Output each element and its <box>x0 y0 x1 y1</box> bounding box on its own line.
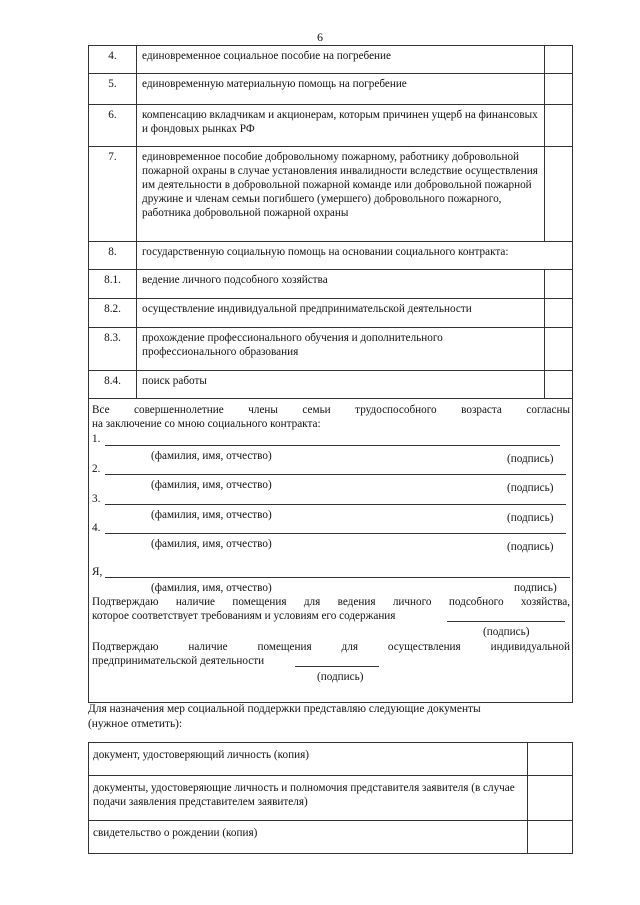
documents-intro-line2: (нужное отметить): <box>88 718 183 730</box>
member-name-field[interactable] <box>105 445 560 446</box>
item-text: единовременное социальное пособие на погребение <box>137 46 545 74</box>
table-row <box>89 270 573 299</box>
document-text: документ, удостоверяющий личность (копия) <box>89 743 528 776</box>
item-text: государственную социальную помощь на основании социального контракта: <box>137 242 573 270</box>
item-number: 8. <box>89 242 137 270</box>
item-number: 8.2. <box>89 299 137 328</box>
confirm-farm-line1: Подтверждаю наличие помещения для ведения личного подсобного хозяйства, <box>92 596 570 608</box>
member-name-field[interactable] <box>105 533 566 534</box>
item-checkbox[interactable] <box>545 74 573 105</box>
document-checkbox[interactable] <box>528 743 573 776</box>
consent-intro-line2: на заключение со мною социального контракта: <box>92 418 321 430</box>
item-checkbox[interactable] <box>545 270 573 299</box>
self-sign-caption: подпись) <box>514 582 557 594</box>
member-sign-caption: (подпись) <box>507 512 554 524</box>
item-text: поиск работы <box>137 371 545 399</box>
item-checkbox[interactable] <box>545 147 573 242</box>
item-checkbox[interactable] <box>545 371 573 399</box>
consent-intro-line1: Все совершеннолетние члены семьи трудоспособного возраста согласны <box>92 404 570 416</box>
table-row <box>89 74 573 105</box>
confirm-business-sign-field[interactable] <box>295 666 379 667</box>
member-name-field[interactable] <box>105 504 566 505</box>
item-text: единовременное пособие добровольному пожарному, работнику добровольной пожарной охраны в случае установления инвалидности вследствие осуществления им деятельности в добровольной пожарной команде или добровольной пожарной дружине и членам семьи погибшего (умершего) добровольного пожарного, работника добровольной пожарной охраны <box>137 147 545 242</box>
member-number: 1. <box>92 433 101 445</box>
confirm-farm-sign-field[interactable] <box>447 621 565 622</box>
document-checkbox[interactable] <box>528 821 573 854</box>
item-number: 4. <box>89 46 137 74</box>
confirm-farm-sign-caption: (подпись) <box>483 626 530 638</box>
self-prefix: Я, <box>92 566 103 578</box>
member-name-caption: (фамилия, имя, отчество) <box>151 538 272 550</box>
table-row <box>89 328 573 371</box>
table-row <box>89 105 573 147</box>
support-measures-table <box>88 45 573 703</box>
item-number: 8.4. <box>89 371 137 399</box>
member-name-caption: (фамилия, имя, отчество) <box>151 479 272 491</box>
member-name-caption: (фамилия, имя, отчество) <box>151 509 272 521</box>
item-text: единовременную материальную помощь на погребение <box>137 74 545 105</box>
item-number: 5. <box>89 74 137 105</box>
item-number: 8.3. <box>89 328 137 371</box>
item-number: 8.1. <box>89 270 137 299</box>
documents-intro <box>88 702 573 732</box>
document-text: свидетельство о рождении (копия) <box>89 821 528 854</box>
documents-intro-line1: Для назначения мер социальной поддержки представляю следующие документы <box>88 703 481 715</box>
member-number: 3. <box>92 493 101 505</box>
documents-table <box>88 742 573 854</box>
table-row <box>89 299 573 328</box>
table-row <box>89 776 573 821</box>
self-name-field[interactable] <box>105 577 570 578</box>
page-number: 6 <box>317 30 323 44</box>
member-sign-caption: (подпись) <box>507 482 554 494</box>
member-number: 4. <box>92 522 101 534</box>
table-row <box>89 821 573 854</box>
item-checkbox[interactable] <box>545 105 573 147</box>
confirm-business-line1: Подтверждаю наличие помещения для осуществления индивидуальной <box>92 641 570 653</box>
document-checkbox[interactable] <box>528 776 573 821</box>
member-number: 2. <box>92 463 101 475</box>
table-row <box>89 242 573 270</box>
item-text: ведение личного подсобного хозяйства <box>137 270 545 299</box>
member-name-field[interactable] <box>105 474 566 475</box>
item-text: осуществление индивидуальной предпринимательской деятельности <box>137 299 545 328</box>
member-sign-caption: (подпись) <box>507 453 554 465</box>
consent-section <box>89 399 573 703</box>
table-row <box>89 371 573 399</box>
document-text: документы, удостоверяющие личность и полномочия представителя заявителя (в случае подачи заявления представителем заявителя) <box>89 776 528 821</box>
item-text: компенсацию вкладчикам и акционерам, которым причинен ущерб на финансовых и фондовых рынках РФ <box>137 105 545 147</box>
item-checkbox[interactable] <box>545 299 573 328</box>
table-row <box>89 743 573 776</box>
consent-row <box>89 399 573 703</box>
confirm-farm-line2: которое соответствует требованиям и условиям его содержания <box>92 610 396 622</box>
confirm-business-sign-caption: (подпись) <box>317 671 364 683</box>
item-number: 6. <box>89 105 137 147</box>
item-checkbox[interactable] <box>545 328 573 371</box>
self-name-caption: (фамилия, имя, отчество) <box>151 582 272 594</box>
item-text: прохождение профессионального обучения и дополнительного профессионального образования <box>137 328 545 371</box>
item-number: 7. <box>89 147 137 242</box>
member-name-caption: (фамилия, имя, отчество) <box>151 450 272 462</box>
table-row <box>89 147 573 242</box>
item-checkbox[interactable] <box>545 46 573 74</box>
confirm-business-line2: предпринимательской деятельности <box>92 655 265 667</box>
table-row <box>89 46 573 74</box>
member-sign-caption: (подпись) <box>507 541 554 553</box>
